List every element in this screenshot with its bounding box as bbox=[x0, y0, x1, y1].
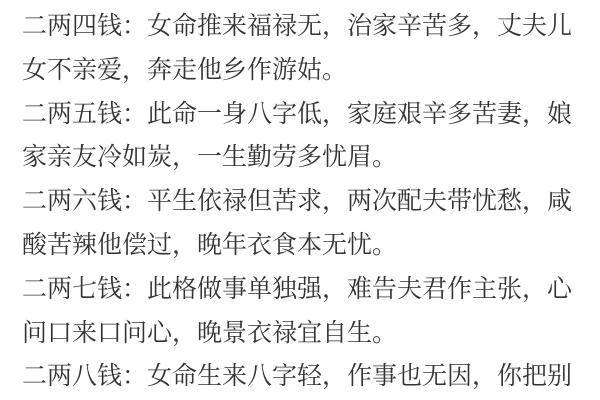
verse-paragraph bbox=[22, 180, 574, 268]
verse-line: 酸苦辣他偿过，晚年衣食本无忧。 bbox=[22, 230, 398, 259]
verse-line: 二两六钱：平生依禄但苦求，两次配夫带忧愁，咸 bbox=[22, 187, 573, 216]
verse-paragraph bbox=[22, 5, 574, 93]
verse-line: 女不亲爱，奔走他乡作游姑。 bbox=[22, 55, 348, 84]
verse-paragraph bbox=[22, 93, 574, 181]
verse-line: 家亲友冷如炭，一生勤劳多忧眉。 bbox=[22, 143, 398, 172]
verse-line: 问口来口问心，晚景衣禄宜自生。 bbox=[22, 318, 398, 347]
verse-line: 二两八钱：女命生来八字轻，作事也无因，你把别 bbox=[22, 362, 573, 391]
verse-line: 二两五钱：此命一身八字低，家庭艰辛多苦妻，娘 bbox=[22, 99, 573, 128]
verse-line: 二两七钱：此格做事单独强，难告夫君作主张，心 bbox=[22, 274, 573, 303]
verse-paragraph bbox=[22, 355, 574, 399]
verse-paragraph bbox=[22, 268, 574, 356]
verse-line: 二两四钱：女命推来福禄无，治家辛苦多，丈夫儿 bbox=[22, 12, 573, 40]
